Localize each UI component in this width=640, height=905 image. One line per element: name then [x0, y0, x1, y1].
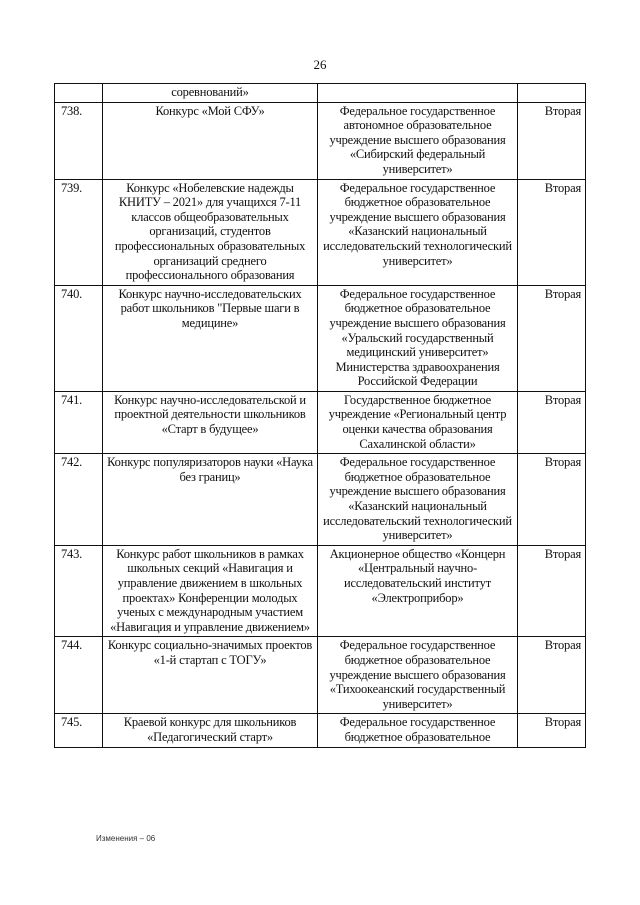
row-number-cell: 741.	[55, 391, 103, 453]
organizer-cell: Федеральное государственное автономное образовательное учреждение высшего образования «Сибирский федеральный университет»	[318, 102, 518, 179]
level-cell: Вторая	[518, 454, 586, 546]
competition-name-cell: Конкурс научно-исследовательских работ школьников "Первые шаги в медицине»	[103, 285, 318, 391]
level-cell: Вторая	[518, 391, 586, 453]
level-cell: Вторая	[518, 179, 586, 285]
table-row	[55, 391, 586, 453]
page-number: 26	[313, 57, 327, 72]
competition-name-cell: Конкурс научно-исследовательской и проектной деятельности школьников «Старт в будущее»	[103, 391, 318, 453]
level-cell: Вторая	[518, 714, 586, 747]
table-row	[55, 179, 586, 285]
organizer-cell	[318, 84, 518, 103]
competition-name-cell: Конкурс популяризаторов науки «Наука без границ»	[103, 454, 318, 546]
organizer-cell: Государственное бюджетное учреждение «Региональный центр оценки качества образования Сахалинской области»	[318, 391, 518, 453]
revision-note: Изменения – 06	[96, 834, 156, 843]
table-row	[55, 545, 586, 637]
organizer-cell: Акционерное общество «Концерн «Центральный научно-исследовательский институт «Электроприбор»	[318, 545, 518, 637]
table-row	[55, 637, 586, 714]
competition-name-cell: Конкурс «Нобелевские надежды КНИТУ – 2021» для учащихся 7-11 классов общеобразовательных организаций, студентов профессиональных образовательных организаций среднего профессионального образования	[103, 179, 318, 285]
row-number-cell: 744.	[55, 637, 103, 714]
table-body	[55, 84, 586, 748]
row-number-cell	[55, 84, 103, 103]
table-row	[55, 285, 586, 391]
row-number-cell: 740.	[55, 285, 103, 391]
competition-name-cell: Конкурс работ школьников в рамках школьных секций «Навигация и управление движением в школьных проектах» Конференции молодых ученых с международным участием «Навигация и управление движением»	[103, 545, 318, 637]
competitions-table	[54, 83, 586, 748]
row-number-cell: 742.	[55, 454, 103, 546]
organizer-cell: Федеральное государственное бюджетное образовательное учреждение высшего образования «Тихоокеанский государственный университет»	[318, 637, 518, 714]
row-number-cell: 745.	[55, 714, 103, 747]
table-row-continuation	[55, 84, 586, 103]
level-cell	[518, 84, 586, 103]
level-cell: Вторая	[518, 102, 586, 179]
competition-name-cell: Конкурс «Мой СФУ»	[103, 102, 318, 179]
organizer-cell: Федеральное государственное бюджетное образовательное учреждение высшего образования «Казанский национальный исследовательский технологический университет»	[318, 454, 518, 546]
level-cell: Вторая	[518, 637, 586, 714]
organizer-cell: Федеральное государственное бюджетное образовательное учреждение высшего образования «Казанский национальный исследовательский технологический университет»	[318, 179, 518, 285]
organizer-cell: Федеральное государственное бюджетное образовательное	[318, 714, 518, 747]
competition-name-cell: Конкурс социально-значимых проектов «1-й стартап с ТОГУ»	[103, 637, 318, 714]
level-cell: Вторая	[518, 545, 586, 637]
competition-name-cell: соревнований»	[103, 84, 318, 103]
row-number-cell: 743.	[55, 545, 103, 637]
row-number-cell: 738.	[55, 102, 103, 179]
competition-name-cell: Краевой конкурс для школьников «Педагогический старт»	[103, 714, 318, 747]
row-number-cell: 739.	[55, 179, 103, 285]
organizer-cell: Федеральное государственное бюджетное образовательное учреждение высшего образования «Уральский государственный медицинский университет» Министерства здравоохранения Российской Федерации	[318, 285, 518, 391]
table-row	[55, 454, 586, 546]
level-cell: Вторая	[518, 285, 586, 391]
table-row	[55, 714, 586, 747]
table-row	[55, 102, 586, 179]
